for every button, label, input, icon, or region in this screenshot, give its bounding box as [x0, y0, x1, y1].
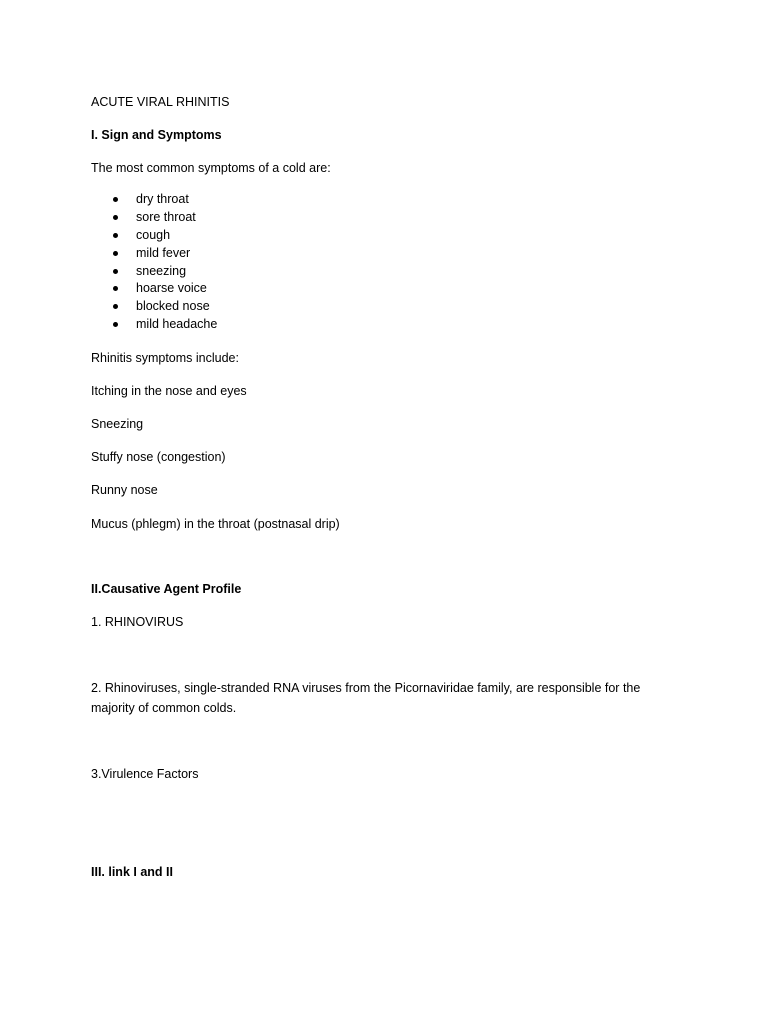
- list-item: [91, 191, 217, 209]
- list-item-label: sore throat: [136, 209, 196, 224]
- bullet-icon: [113, 215, 118, 220]
- bullet-icon: [113, 251, 118, 256]
- bullet-icon: [113, 322, 118, 327]
- list-item: [91, 245, 217, 263]
- cold-symptoms-list: [91, 191, 217, 334]
- list-item-label: cough: [136, 227, 171, 242]
- bullet-icon: [113, 233, 118, 238]
- cold-symptoms-intro: The most common symptoms of a cold are:: [91, 161, 331, 175]
- agent-item-description: 2. Rhinoviruses, single-stranded RNA viruses from the Picornaviridae family, are responsible for the majority of common colds.: [91, 681, 641, 715]
- rhinitis-symptom-postnasal-drip: Mucus (phlegm) in the throat (postnasal drip): [91, 517, 340, 531]
- list-item-label: sneezing: [136, 263, 187, 278]
- agent-item-rhinovirus: 1. RHINOVIRUS: [91, 615, 184, 629]
- agent-item-virulence-factors: 3.Virulence Factors: [91, 767, 199, 781]
- list-item: [91, 298, 217, 316]
- document-title: ACUTE VIRAL RHINITIS: [91, 95, 230, 109]
- list-item: [91, 263, 217, 281]
- bullet-icon: [113, 304, 118, 309]
- rhinitis-symptom-runny-nose: Runny nose: [91, 483, 158, 497]
- section-heading-causative-agent: II.Causative Agent Profile: [91, 582, 242, 596]
- list-item: [91, 209, 217, 227]
- section-heading-sign-symptoms: I. Sign and Symptoms: [91, 128, 222, 142]
- list-item-label: hoarse voice: [136, 281, 207, 296]
- rhinitis-symptom-sneezing: Sneezing: [91, 417, 144, 431]
- list-item: [91, 280, 217, 298]
- bullet-icon: [113, 269, 118, 274]
- rhinitis-symptom-congestion: Stuffy nose (congestion): [91, 450, 226, 464]
- list-item-label: blocked nose: [136, 299, 210, 314]
- bullet-icon: [113, 286, 118, 291]
- rhinitis-symptom-itching: Itching in the nose and eyes: [91, 384, 247, 398]
- rhinitis-symptoms-intro: Rhinitis symptoms include:: [91, 351, 239, 365]
- list-item: [91, 227, 217, 245]
- section-heading-link: III. link I and II: [91, 865, 173, 879]
- list-item-label: mild fever: [136, 245, 191, 260]
- list-item-label: dry throat: [136, 192, 189, 206]
- bullet-icon: [113, 197, 118, 202]
- list-item-label: mild headache: [136, 317, 218, 332]
- list-item: [91, 316, 217, 334]
